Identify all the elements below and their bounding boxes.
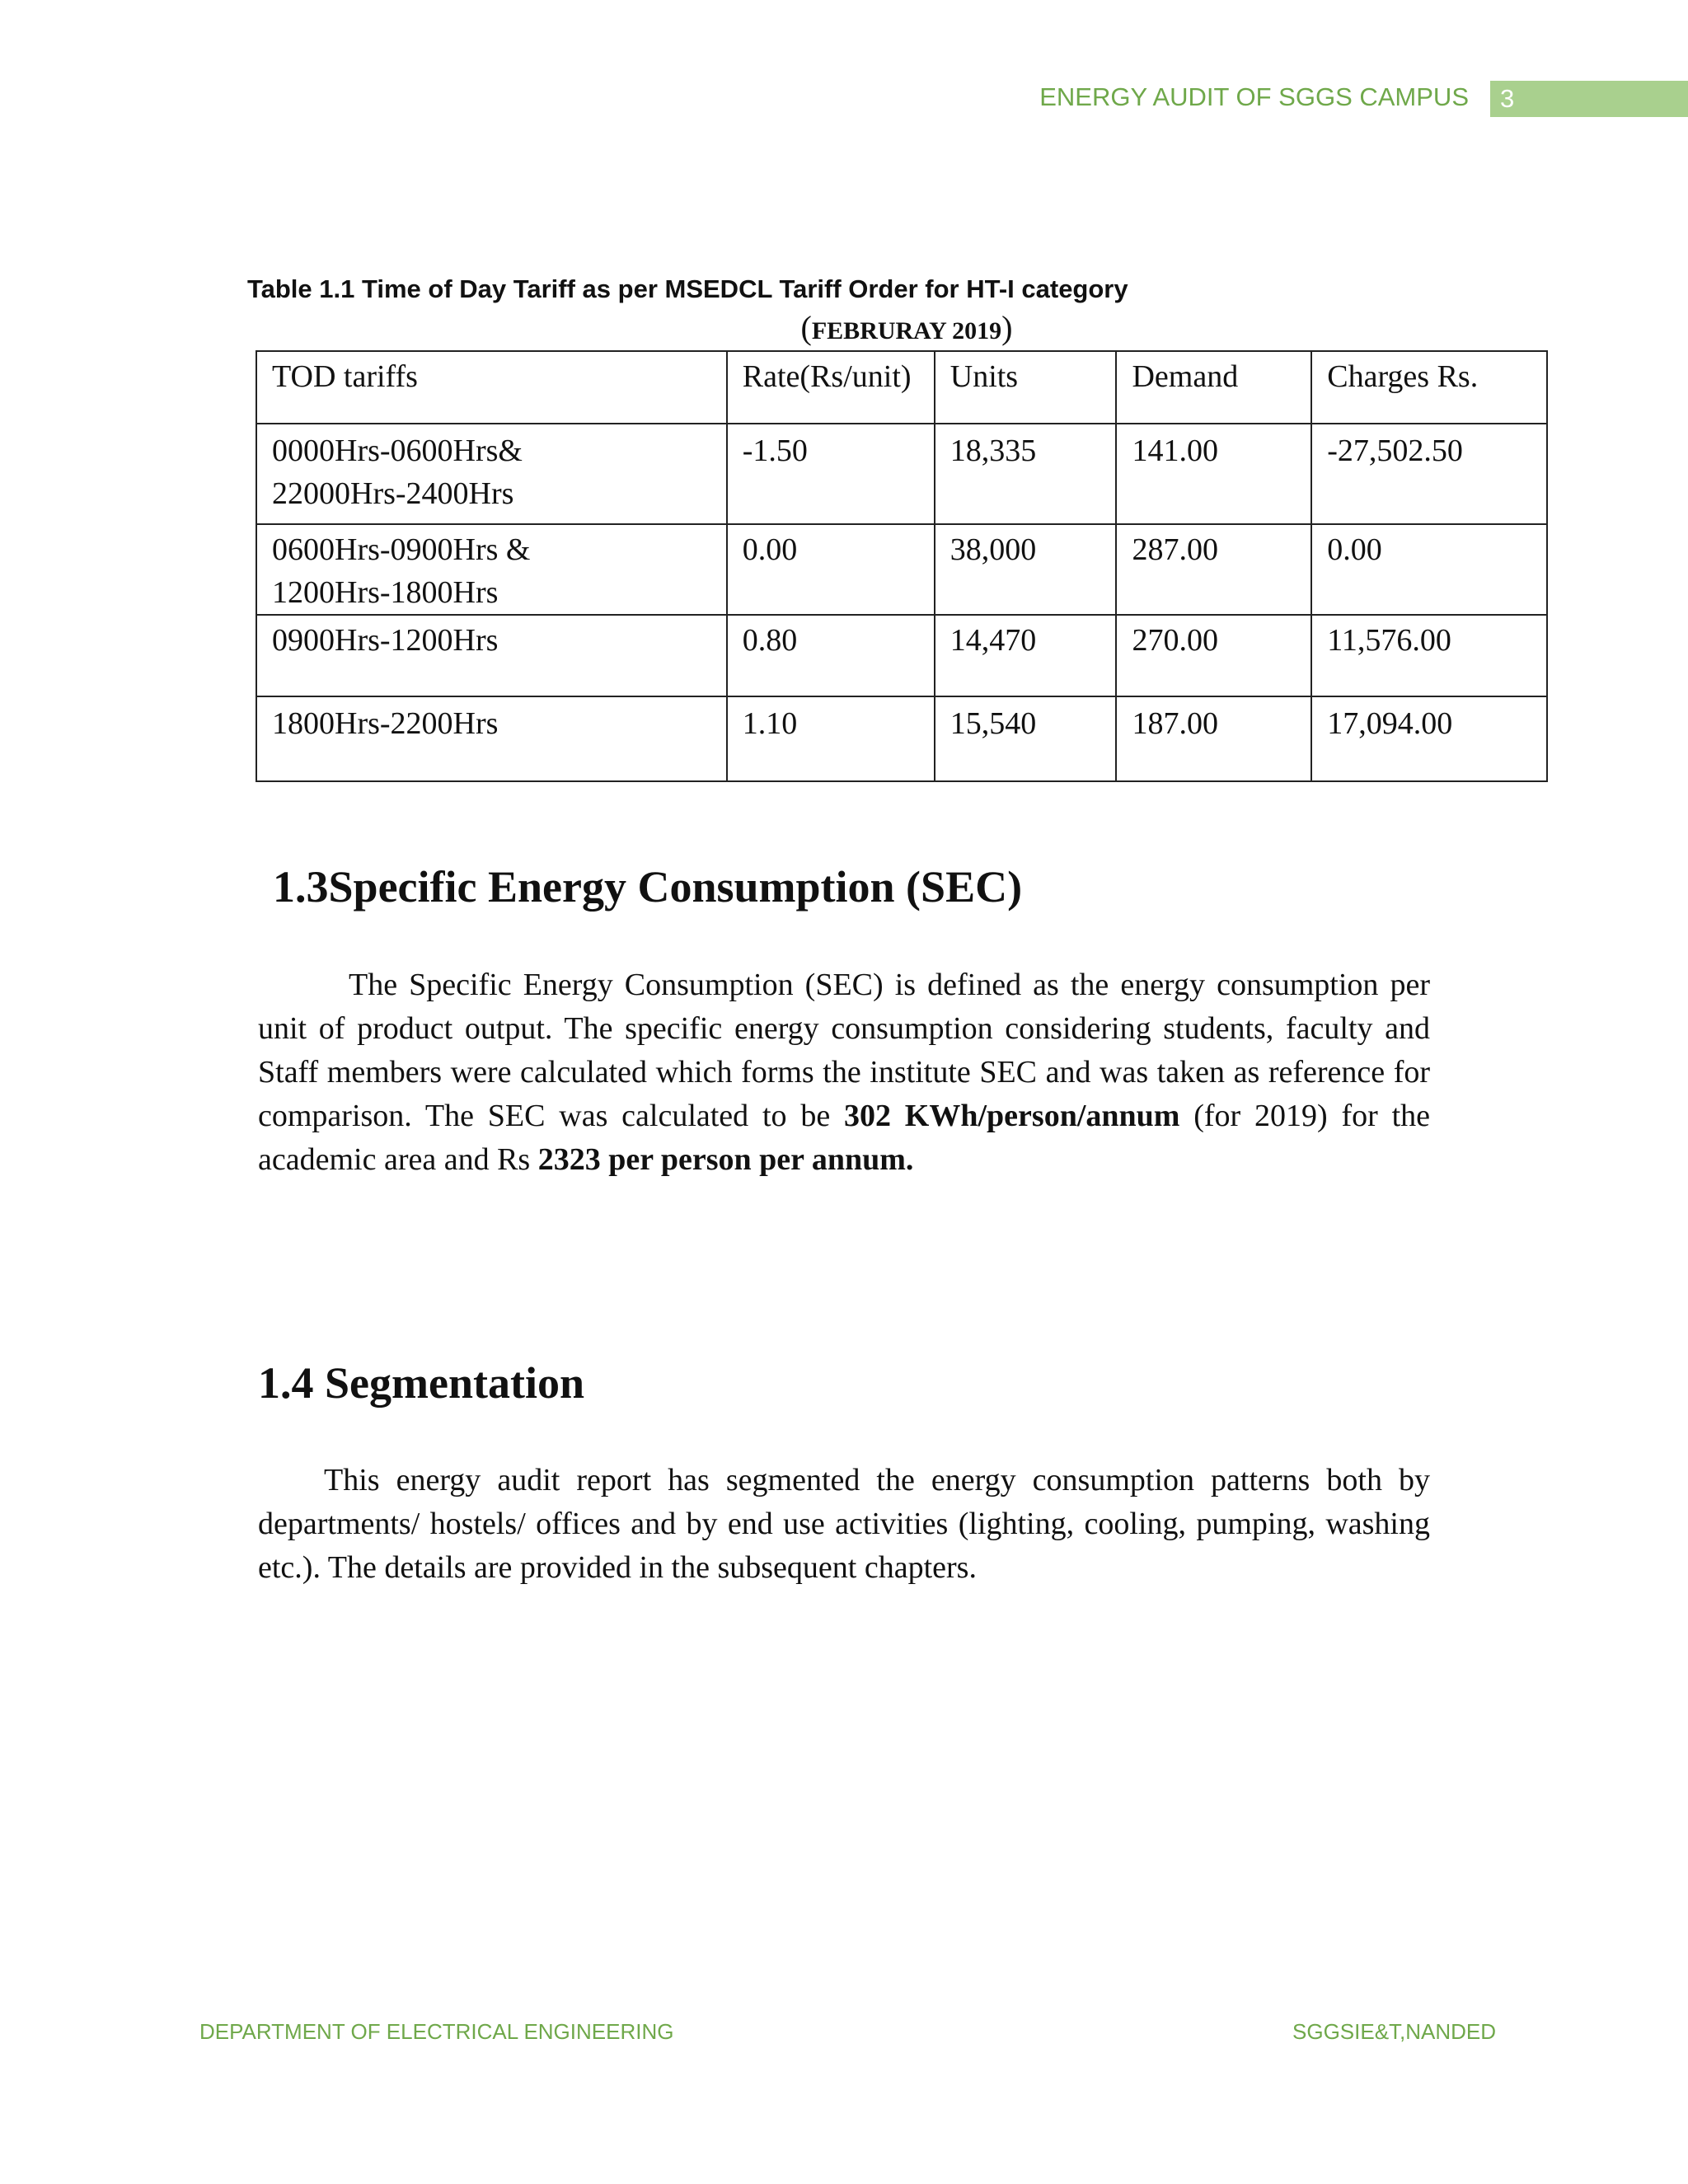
table-cell-rate: 1.10: [727, 696, 935, 781]
period-line: 0000Hrs-0600Hrs&: [272, 434, 523, 468]
sec-text-2: (for 2019) for the academic area and Rs: [258, 1099, 1430, 1177]
table-cell-demand: 187.00: [1116, 696, 1311, 781]
footer-department: DEPARTMENT OF ELECTRICAL ENGINEERING: [199, 2019, 674, 2044]
table-cell-units: 14,470: [935, 615, 1117, 696]
header-page-number: 3: [1490, 81, 1688, 117]
table-cell-period: [256, 424, 727, 524]
table-cell-charges: 17,094.00: [1311, 696, 1547, 781]
column-header: TOD tariffs: [256, 351, 727, 424]
table-header-row: [256, 351, 1547, 424]
table-caption-date-text: FEBRURAY 2019: [811, 317, 1002, 344]
column-header: Units: [935, 351, 1117, 424]
segmentation-paragraph: This energy audit report has segmented the energy consumption patterns both by departments/ hostels/ offices and by end use activities (lighting, cooling, pumping, washing etc.). The details are provided in the subsequent chapters.: [258, 1463, 1430, 1585]
table-row: [256, 524, 1547, 615]
sec-value-kwh: 302 KWh/person/annum: [844, 1099, 1180, 1133]
table-cell-period: [256, 524, 727, 615]
table-row: [256, 424, 1547, 524]
table-cell-charges: 0.00: [1311, 524, 1547, 615]
tod-tariff-table: [256, 350, 1548, 782]
section-heading-segmentation: 1.4 Segmentation: [258, 1358, 584, 1408]
period-line: 1200Hrs-1800Hrs: [272, 575, 499, 610]
table-cell-period: 1800Hrs-2200Hrs: [256, 696, 727, 781]
table-cell-period: 0900Hrs-1200Hrs: [256, 615, 727, 696]
table-cell-demand: 141.00: [1116, 424, 1311, 524]
table-cell-rate: -1.50: [727, 424, 935, 524]
sec-text-1: The Specific Energy Consumption (SEC) is defined as the energy consumption per unit of product output. The specific energy consumption considering students, faculty and Staff members were calculated which forms the institute SEC and was taken as reference for comparison. The SEC was calculated to be: [258, 968, 1430, 1133]
table-caption-date: (FEBRURAY 2019): [800, 309, 1013, 346]
table-cell-units: 15,540: [935, 696, 1117, 781]
table-row: [256, 615, 1547, 696]
table-cell-rate: 0.80: [727, 615, 935, 696]
period-line: 22000Hrs-2400Hrs: [272, 476, 514, 511]
column-header: Demand: [1116, 351, 1311, 424]
column-header: Rate(Rs/unit): [727, 351, 935, 424]
table-cell-units: 38,000: [935, 524, 1117, 615]
table-row: [256, 696, 1547, 781]
header-title: ENERGY AUDIT OF SGGS CAMPUS: [1039, 82, 1469, 111]
section-heading-sec: 1.3Specific Energy Consumption (SEC): [273, 862, 1023, 912]
sec-value-rs: 2323 per person per annum.: [537, 1142, 914, 1177]
table-cell-demand: 270.00: [1116, 615, 1311, 696]
table-cell-charges: -27,502.50: [1311, 424, 1547, 524]
column-header: Charges Rs.: [1311, 351, 1547, 424]
table-caption: Table 1.1 Time of Day Tariff as per MSEDCL Tariff Order for HT-I category: [247, 274, 1128, 303]
sec-paragraph: [258, 963, 1430, 1182]
table-cell-charges: 11,576.00: [1311, 615, 1547, 696]
table-cell-units: 18,335: [935, 424, 1117, 524]
period-line: 0600Hrs-0900Hrs &: [272, 532, 531, 567]
table-cell-rate: 0.00: [727, 524, 935, 615]
table-cell-demand: 287.00: [1116, 524, 1311, 615]
footer-institute: SGGSIE&T,NANDED: [1292, 2019, 1497, 2044]
